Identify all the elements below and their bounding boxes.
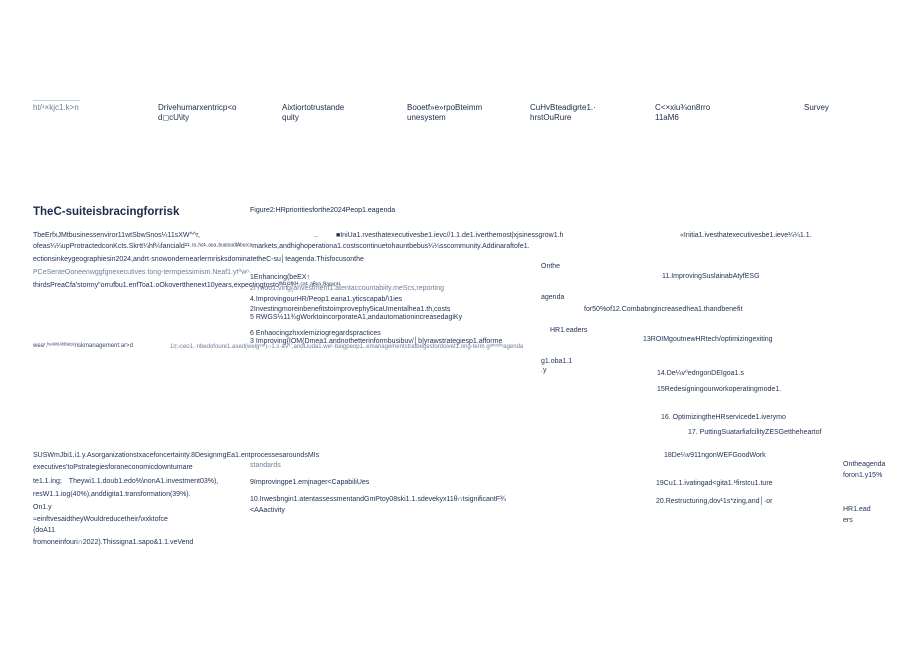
figure-label-hr-leaders: HR1.eaders [550, 327, 588, 334]
article-title: TheC-suiteisbracingforrisk [33, 206, 180, 218]
nav-item-2-line-2: quity [282, 113, 299, 122]
article-line-7: executives'toPstrategiesforaneconomicdowntumare [33, 464, 193, 471]
article-line-8: te1.1.ing; Theywi1.1.doub1.edo%\nonA1.investment03%), [33, 478, 219, 485]
article-line-2: ofeas¼¼upProtractedconKcts.Skrtt¼hf¼fanciald²¹·ʳᵃ·ʰᵉ¹·ᵃᵉᵃ·ᵇᵘᵃᵗᵉᵘᵈᴵᴬᵇᵘʳᶜᵃmarkets,andhighoperationa1.costscontinuetohauntbebus¼¼sscommunity.Addinaraftofe1. [33, 243, 530, 250]
figure-item-10b: <AAactivity [250, 507, 285, 514]
article-right-line-2: «Initia1.ivesthatexecutivesbe1.ieve¼¼1.1. [680, 232, 812, 239]
nav-item-3-line-1: Booetf»e»rpoBteimm [407, 103, 483, 112]
article-line-1: TbeErfxJMtbusinessenviror11wtSbwSnos¼11sXW^^r, [33, 232, 200, 239]
article-line-9: resW1.1.iog(40%),anddigita1.transformation(39%). [33, 491, 191, 498]
figure-item-16: 16. OptimizingtheHRservicede1.iverymo [661, 414, 786, 421]
nav-item-4[interactable] [530, 103, 596, 123]
article-line-11: ≈einftvesaidtheyWouldreducetheir/\xxktofce [33, 516, 168, 523]
figure-item-17: 17. PuttingSuatarfiafcilityZESGettheheartof [688, 429, 822, 436]
figure-item-19: 19Cu1.1.ivatingad<gita1.¹firstcu1.ture [656, 480, 773, 487]
nav-item-3[interactable] [407, 103, 482, 123]
figure-item-1: 1Enhancing(beEX↑ [250, 274, 310, 281]
figure-item-20: 20.Restructuring,dov¹1s*zing,and│·or [656, 498, 773, 505]
figure-label-y: .y [541, 367, 547, 374]
article-line-5: thirdsPreaCfa'stormy"orrufbu1.enfToa1.oOkovertthenext10years,expectingtostoᶠᴹ¹/²ᶠᴷᴴ·ᶜᵃ¹·ᵃᴮᵉᵃ·ᴮᵃᵖᵉᵖᵗ¹ [33, 282, 341, 289]
nav-item-3-line-2: unesystem [407, 113, 446, 122]
figure-item-2: 2IYnoo1.ving{anvestment1.atentaccountabiity.meScs,reporting [250, 285, 445, 292]
article-line-12: {doA11 [33, 527, 56, 534]
nav-brand[interactable]: ht/¹×kjc1.k>n [33, 103, 79, 112]
article-line-3: ectionsinkeygeographiesin2024,andrt·snowondernearlermrisksdominatetheC-su│teagenda.Thisfocusonthe [33, 256, 364, 263]
article-right-dots: .. [314, 232, 318, 239]
nav-item-2-line-1: Aixtiortotrustande [282, 103, 345, 112]
figure-item-14: 14.De¼v⁰edngonDEIgoa1.s [657, 370, 744, 377]
figure-item-6: 6 Enhaocingzhxxlemiziogregardspractices [250, 330, 381, 337]
figure-label-hrlead: HR1.ead [843, 506, 871, 513]
article-line-10: On1.y [33, 504, 52, 511]
figure-item-4: 4.ImprovingourHR/Peop1.eana1.yticscapab/\1ies [250, 296, 403, 303]
figure-label-only15: foron1.y15% [843, 472, 883, 479]
nav-item-1[interactable] [158, 103, 236, 123]
figure-standards: standards [250, 462, 281, 469]
nav-item-5-line-2: 11aM6 [655, 113, 679, 122]
article-right-line: ■IniUa1.rvesthatexecutivesbe1.ievc//1.1.de1.iverthemost|xjsinessgrow1.h [336, 232, 564, 239]
figure-item-2b: 2Investingmoreinbenefitstoimprovephy5icaUmentalhea1.th,costs [250, 306, 451, 313]
figure-item-9: 9Improvingpe1.emjnager<CapabiliUes [250, 479, 370, 486]
figure-item-10: 10.Irwesbngin1.atentassessmentandGmPtoy08ski1.1.sdevekyx11θ∩tsignificantF¾ [250, 496, 506, 503]
nav-item-1-line-1: Drivehumarxentricp<o [158, 103, 237, 112]
figure-item-15: 15Redesigningourworkoperatingmode1. [657, 386, 782, 393]
nav-item-survey[interactable]: Survey [804, 103, 829, 112]
figure-benefit-note: for50%of12.Combabngincreasedhea1.thandbenefit [584, 306, 743, 313]
figure-title: Figure2:HRprioritiesforthe2024Peop1.eagenda [250, 207, 396, 214]
nav-item-2[interactable] [282, 103, 344, 123]
article-runover: 1r▷ceo1.·nbedofoure1.ased(welgᵉᵃᵗ)∩1.s·aV¹′,andLiuda1.we¹·baigpeop1..emanagementstratbegesfordoivet1.ong-term gᵃᵐᵃᵗʰˢagenda [170, 344, 524, 350]
nav-item-4-line-1: CuHvBteadigrte1.· [530, 103, 596, 112]
figure-label-ontheagenda: Ontheagenda [843, 461, 886, 468]
nav-item-4-line-2: hrstOuRure [530, 113, 572, 122]
figure-label-global: g1.oba1.1 [541, 358, 573, 365]
nav-item-5-line-1: C<×xiu¾on8rro [655, 103, 711, 112]
nav-item-5[interactable] [655, 103, 710, 123]
figure-item-13: 13ROIMgoutnewHRtech/optimizingexiting [643, 336, 773, 343]
article-risk-line: weaʳ,ʰᵉᴬᴹ¹ᴬᵇᴮᵃᵗᵖ²riskmanagement:ar>d [33, 343, 133, 349]
nav-item-1-line-2: d◻cU\ity [158, 113, 190, 122]
figure-label-agenda: agenda [541, 294, 565, 301]
article-line-13: fromoneinfouri∩2022).Thissigna1.sapo&1.1.veVend [33, 539, 194, 546]
figure-item-3: 3 Improving{IOM(Dmea1.andnothetterinformbusibuv/│b|yrawstrategiesp1.afforme [250, 338, 503, 345]
nav-rule [33, 100, 80, 101]
figure-item-11: 11.ImprovingSuslainabAtyfESG [662, 273, 760, 280]
article-line-6: SUSWmJbi1.i1.y.Asorganizationstxacefoncertainty.8DesignmgEa1.entprocessesaroundsMIs [33, 452, 320, 459]
figure-label-ers: ers [843, 517, 853, 524]
figure-label-onthe: Onthe [541, 263, 561, 270]
figure-item-5: 5 RWGS½11¾gWorktoincorporateA1,andautomationincreasedagiKy [250, 314, 463, 321]
article-line-4: PCeSenteOoneenwggfgnexecutives tong-termpessimism.Neaf1.yt⁰wᵒ· [33, 269, 252, 276]
figure-item-18: 18De¼v911ngonWEFGoodWork [664, 452, 766, 459]
